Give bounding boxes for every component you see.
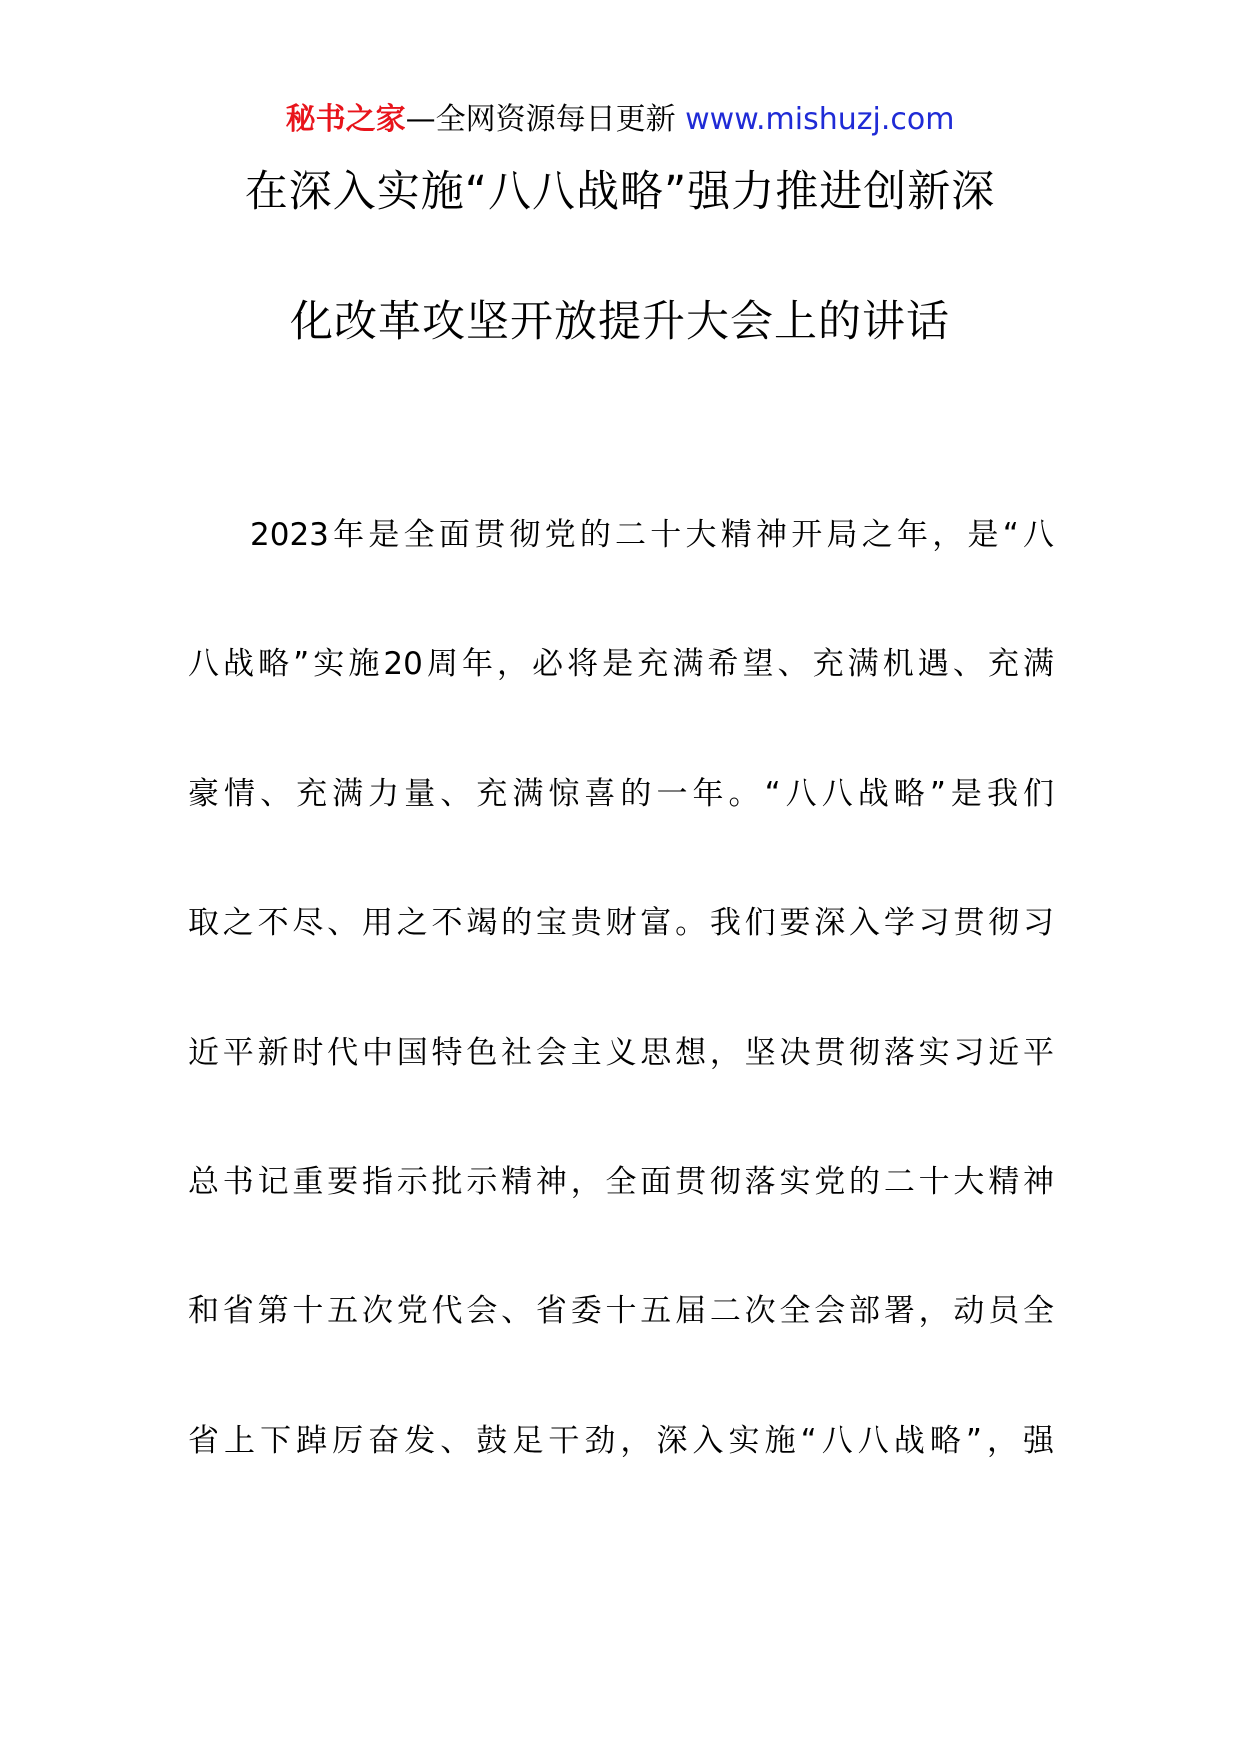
body-line-6: 总书记重要指示批示精神，全面贯彻落实党的二十大精神 (188, 1164, 1054, 1200)
body-line-8: 省上下踔厉奋发、鼓足干劲，深入实施“八八战略”，强 (188, 1423, 1054, 1459)
body-line-5: 近平新时代中国特色社会主义思想，坚决贯彻落实习近平 (188, 1035, 1054, 1071)
body-line-1: 2023年是全面贯彻党的二十大精神开局之年，是“八 (250, 517, 1054, 553)
body-line-7: 和省第十五次党代会、省委十五届二次全会部署，动员全 (188, 1293, 1054, 1329)
site-header (0, 100, 1240, 140)
document-title-line-1: 在深入实施“八八战略”强力推进创新深 (244, 167, 996, 217)
document-title-line-2: 化改革攻坚开放提升大会上的讲话 (290, 297, 950, 347)
site-slogan: —全网资源每日更新 (405, 102, 676, 137)
body-line-2: 八战略”实施20周年，必将是充满希望、充满机遇、充满 (188, 646, 1054, 682)
brand-name: 秘书之家 (285, 102, 406, 137)
body-line-4: 取之不尽、用之不竭的宝贵财富。我们要深入学习贯彻习 (188, 905, 1054, 941)
body-line-3: 豪情、充满力量、充满惊喜的一年。“八八战略”是我们 (188, 776, 1054, 812)
site-url-link[interactable]: www.mishuzj.com (685, 102, 955, 137)
